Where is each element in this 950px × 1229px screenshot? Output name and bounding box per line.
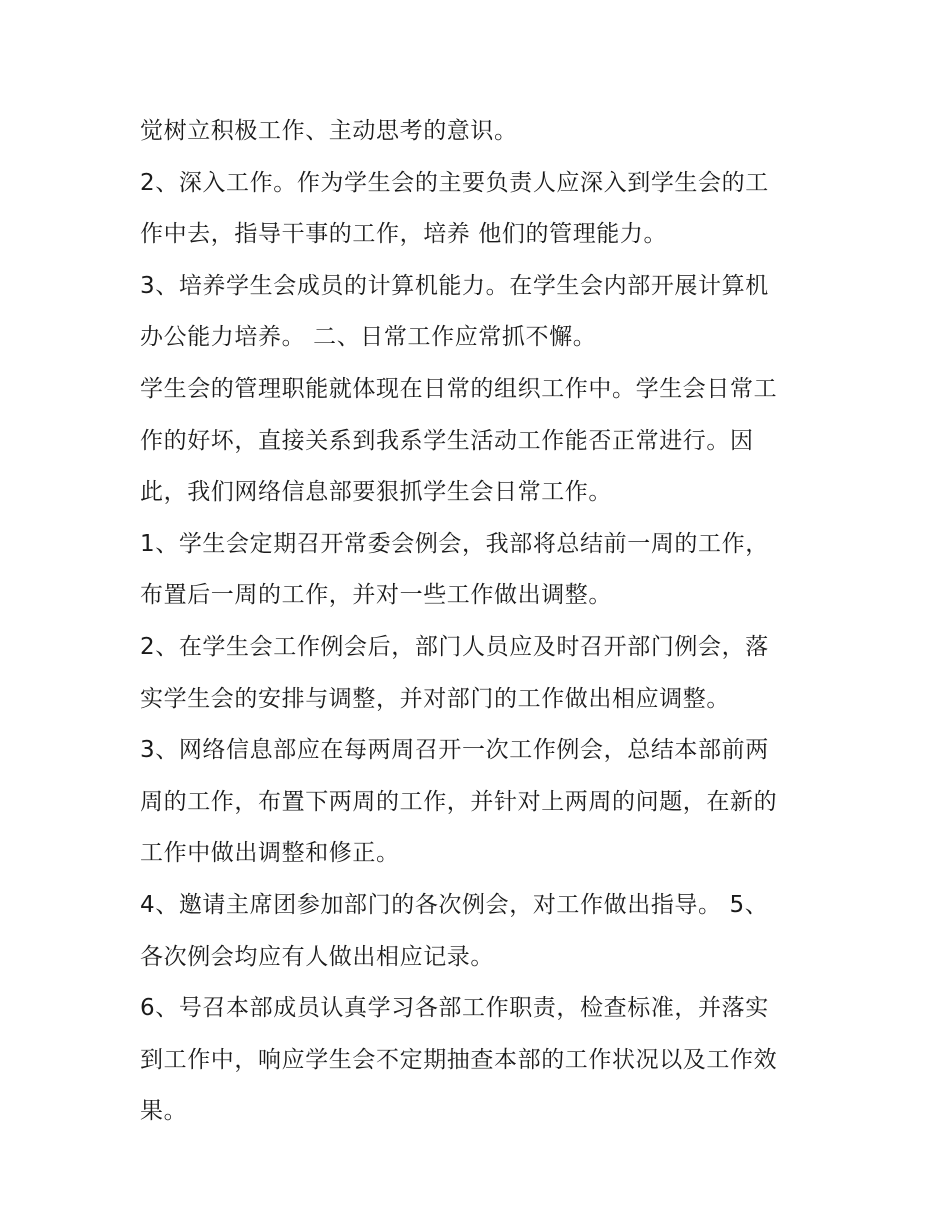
document-body bbox=[140, 106, 820, 1138]
text-line-13: 3、网络信息部应在每两周召开一次工作例会，总结本部前两 bbox=[140, 737, 769, 764]
text-line-12: 实学生会的安排与调整，并对部门的工作做出相应调整。 bbox=[140, 685, 730, 712]
text-line-9: 1、学生会定期召开常委会例会，我部将总结前一周的工作， bbox=[140, 530, 769, 557]
text-line-4: 3、培养学生会成员的计算机能力。在学生会内部开展计算机 bbox=[140, 272, 769, 299]
text-line-18: 6、号召本部成员认真学习各部工作职责，检查标准，并落实 bbox=[140, 995, 769, 1022]
text-line-20: 果。 bbox=[140, 1098, 188, 1125]
text-line-16: 4、邀请主席团参加部门的各次例会，对工作做出指导。 5、 bbox=[140, 891, 769, 918]
text-line-6: 学生会的管理职能就体现在日常的组织工作中。学生会日常工 bbox=[140, 375, 778, 402]
text-line-1: 觉树立积极工作、主动思考的意识。 bbox=[140, 118, 518, 144]
text-line-10: 布置后一周的工作，并对一些工作做出调整。 bbox=[140, 582, 612, 609]
text-line-14: 周的工作，布置下两周的工作，并针对上两周的问题，在新的 bbox=[140, 788, 778, 815]
text-line-8: 此，我们网络信息部要狠抓学生会日常工作。 bbox=[140, 479, 612, 506]
text-line-7: 作的好坏，直接关系到我系学生活动工作能否正常进行。因 bbox=[140, 427, 754, 454]
text-line-17: 各次例会均应有人做出相应记录。 bbox=[140, 943, 494, 970]
text-line-2: 2、深入工作。作为学生会的主要负责人应深入到学生会的工 bbox=[140, 169, 769, 196]
text-line-3: 作中去，指导干事的工作，培养 他们的管理能力。 bbox=[140, 221, 668, 248]
text-line-19: 到工作中，响应学生会不定期抽查本部的工作状况以及工作效 bbox=[140, 1046, 778, 1073]
text-line-15: 工作中做出调整和修正。 bbox=[140, 840, 400, 867]
text-line-11: 2、在学生会工作例会后，部门人员应及时召开部门例会，落 bbox=[140, 633, 769, 660]
text-line-5: 办公能力培养。 二、日常工作应常抓不懈。 bbox=[140, 324, 597, 351]
